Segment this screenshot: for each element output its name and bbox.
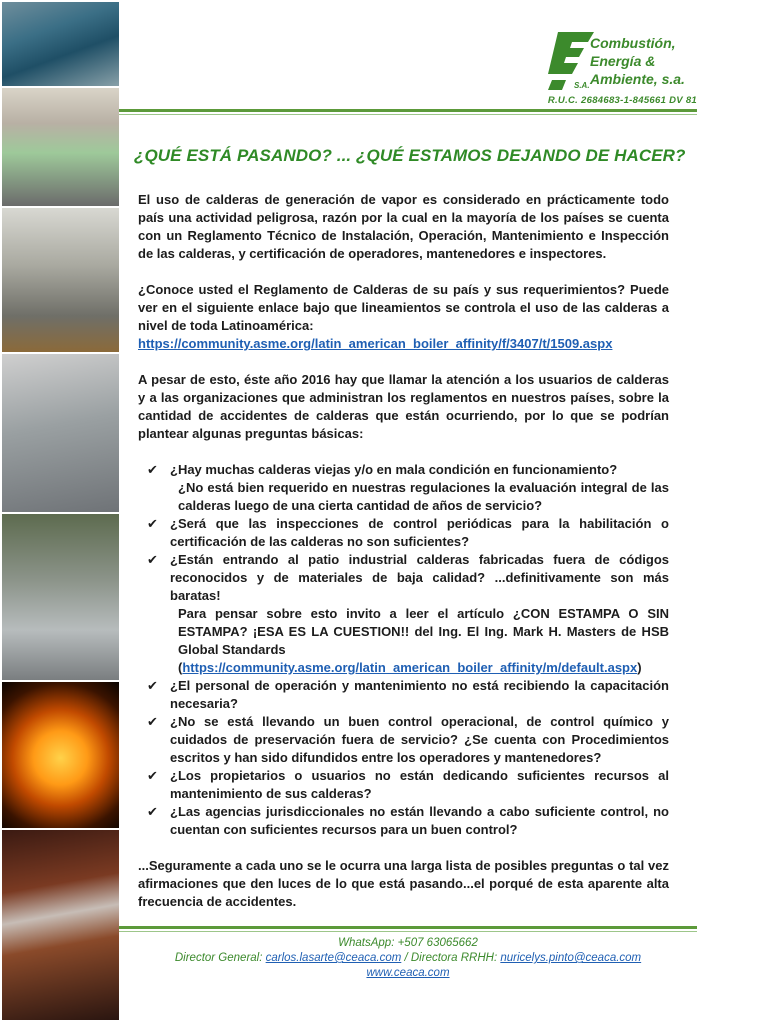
paragraph-regulation	[138, 281, 669, 353]
list-item	[138, 677, 669, 713]
question-list	[138, 461, 669, 839]
list-item	[138, 551, 669, 677]
list-item	[138, 461, 669, 515]
article-invitation: Para pensar sobre esto invito a leer el artículo ¿CON ESTAMPA O SIN ESTAMPA? ¡ESA ES LA CUESTION!! del Ing. El Ing. Mark H. Masters de HSB Global Standards	[178, 606, 669, 657]
page-title: ¿QUÉ ESTÁ PASANDO? ... ¿QUÉ ESTAMOS DEJANDO DE HACER?	[134, 146, 686, 165]
question-text: ¿Será que las inspecciones de control periódicas para la habilitación o certificación de las calderas no son suficientes?	[170, 516, 669, 549]
footer-divider	[119, 926, 697, 929]
header-divider-thin	[119, 114, 697, 115]
checkmark-icon: ✔	[147, 552, 158, 567]
company-name	[590, 34, 700, 88]
footer-whatsapp: WhatsApp: +507 63065662	[338, 937, 478, 949]
checkmark-icon: ✔	[147, 678, 158, 693]
question-text: ¿Están entrando al patio industrial calderas fabricadas fuera de códigos reconocidos y de materiales de baja calidad? ...definitivamente son más baratas!	[170, 552, 669, 603]
footer-contacts	[119, 952, 697, 964]
list-item	[138, 767, 669, 803]
logo-sa: S.A.	[574, 81, 590, 90]
checkmark-icon: ✔	[147, 768, 158, 783]
company-name-line-1: Combustión,	[590, 35, 676, 51]
asme-forum-link[interactable]: https://community.asme.org/latin_american_boiler_affinity/f/3407/t/1509.aspx	[138, 336, 613, 351]
ruc-number: R.U.C. 2684683-1-845661 DV 81	[547, 95, 697, 106]
asme-article-link[interactable]: https://community.asme.org/latin_american_boiler_affinity/m/default.aspx	[182, 660, 638, 675]
corroded-tube-photo	[2, 830, 119, 1020]
photo-strip	[0, 0, 119, 1024]
director-label: Director General:	[174, 952, 266, 964]
safety-valves-photo	[2, 514, 119, 680]
boiler-pipes-photo	[2, 88, 119, 206]
question-text: ¿El personal de operación y mantenimiento no está recibiendo la capacitación necesaria?	[170, 678, 669, 711]
question-text: ¿No se está llevando un buen control operacional, de control químico y cuidados de preservación fuera de servicio? ¿Se cuenta con Procedimientos escritos y han sido difundidos entre los operadores y mantenedores?	[170, 714, 669, 765]
paren-close: )	[637, 660, 642, 675]
list-item	[138, 713, 669, 767]
rrhh-label: / Directora RRHH:	[401, 952, 501, 964]
gauges-piping-photo	[2, 354, 119, 512]
list-item	[138, 515, 669, 551]
list-item	[138, 803, 669, 839]
question-subtext: ¿No está bien requerido en nuestras regulaciones la evaluación integral de las calderas luego de una cierta cantidad de años de servicio?	[178, 480, 669, 513]
article-body	[138, 191, 669, 911]
question-text: ¿Las agencias jurisdiccionales no están llevando a cabo suficiente control, no cuentan con suficientes recursos para un buen control?	[170, 804, 669, 837]
cea-logo-icon	[544, 30, 596, 92]
paren-open: (	[178, 660, 183, 675]
checkmark-icon: ✔	[147, 714, 158, 729]
footer-divider-thin	[119, 931, 697, 932]
company-name-line-3: Ambiente, s.a.	[590, 71, 685, 87]
website-link[interactable]: www.ceaca.com	[366, 967, 450, 979]
checkmark-icon: ✔	[147, 516, 158, 531]
paragraph-closing: ...Seguramente a cada uno se le ocurra una larga lista de posibles preguntas o tal vez afirmaciones que den luces de lo que está pasando...el porqué de esta aparente alta frecuencia de accidentes.	[138, 858, 669, 909]
header-divider	[119, 109, 697, 112]
footer-website	[119, 967, 697, 979]
furnace-flame-photo	[2, 682, 119, 828]
director-email-link[interactable]: carlos.lasarte@ceaca.com	[265, 952, 402, 964]
paragraph-accidents: A pesar de esto, éste año 2016 hay que llamar la atención a los usuarios de calderas y a las organizaciones que administran los reglamentos en nuestros países, sobre la cantidad de accidentes de calderas que están ocurriendo, por lo que se podrían plantear algunas preguntas básicas:	[138, 372, 669, 441]
paragraph-intro: El uso de calderas de generación de vapor es considerado en prácticamente todo país una actividad peligrosa, razón por la cual en la mayoría de los países se cuenta con un Reglamento Técnico de Instalación, Operación, Mantenimiento e Inspección de las calderas, y certificación de operadores, mantenedores e inspectores.	[138, 192, 669, 261]
checkmark-icon: ✔	[147, 462, 158, 477]
paragraph-regulation-text: ¿Conoce usted el Reglamento de Calderas de su país y sus requerimientos? Puede ver en el siguiente enlace bajo que lineamientos se controla el uso de las calderas a nivel de toda Latinoamérica:	[138, 282, 669, 333]
question-text: ¿Los propietarios o usuarios no están dedicando suficientes recursos al mantenimiento de sus calderas?	[170, 768, 669, 801]
rrhh-email-link[interactable]: nuricelys.pinto@ceaca.com	[500, 952, 642, 964]
question-subtext	[170, 605, 669, 677]
question-text: ¿Hay muchas calderas viejas y/o en mala condición en funcionamiento?	[170, 462, 618, 477]
boiler-unit-photo	[2, 208, 119, 352]
boiler-room-photo	[2, 2, 119, 86]
company-name-line-2: Energía &	[590, 53, 656, 69]
checkmark-icon: ✔	[147, 804, 158, 819]
